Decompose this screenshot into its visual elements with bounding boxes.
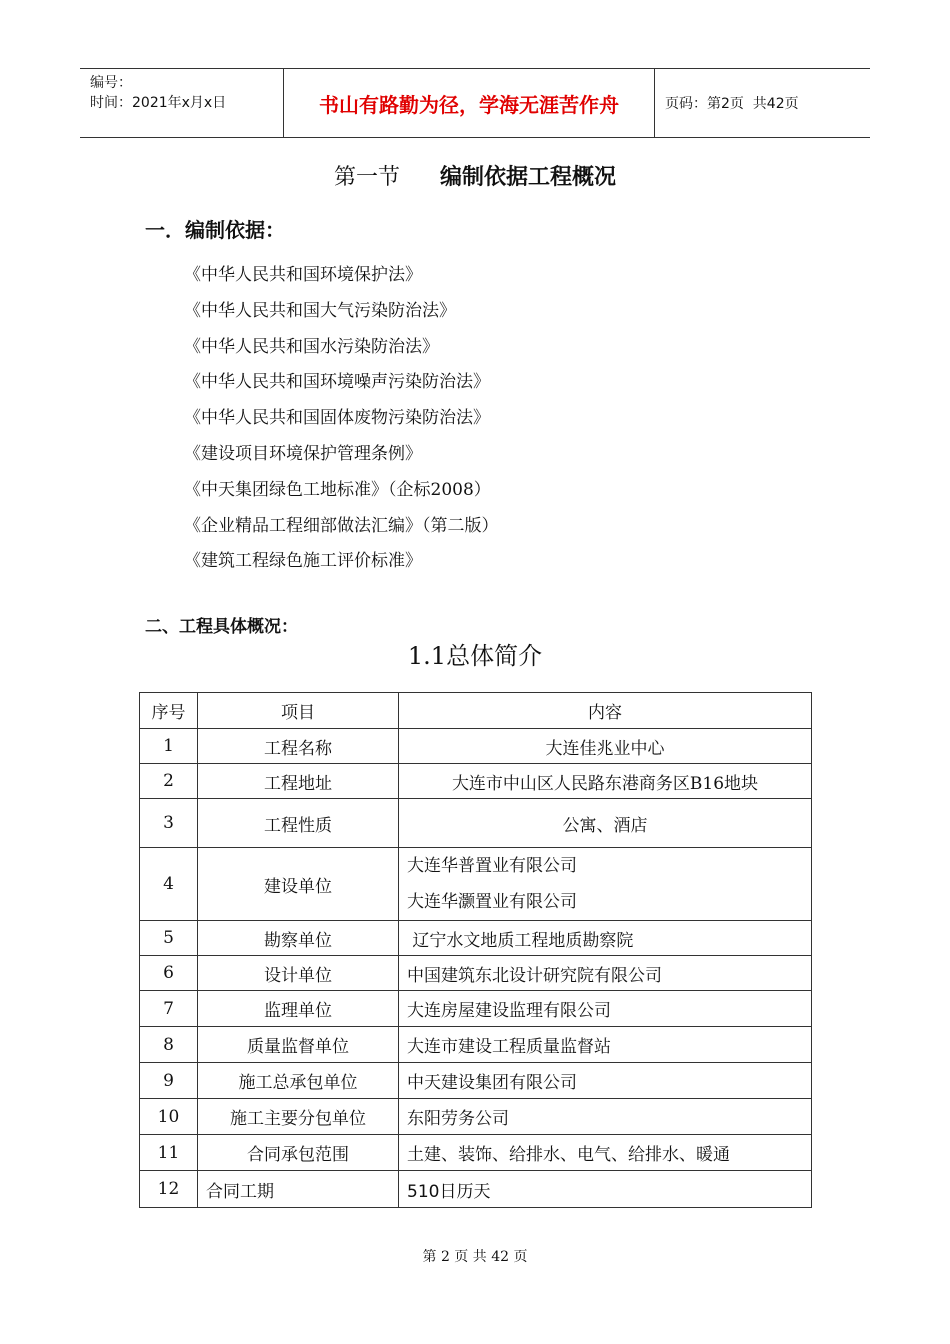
page-header: [80, 68, 870, 138]
row-item: 合同工期: [198, 1171, 399, 1208]
list-item: 《建筑工程绿色施工评价标准》: [184, 551, 422, 572]
row-item: 工程名称: [198, 729, 399, 764]
header-meta: [80, 69, 283, 137]
section-title: [0, 160, 950, 191]
footer-page-number: 第 2 页 共 42 页: [422, 1249, 528, 1265]
row-content-line: 大连华普置业有限公司: [407, 856, 577, 876]
table-row: [140, 729, 812, 764]
row-item: 监理单位: [198, 991, 399, 1027]
list-item: 《企业精品工程细部做法汇编》（第二版）: [184, 515, 499, 536]
table-row: [140, 921, 812, 956]
page-footer: [0, 1246, 950, 1266]
header-page-info: [655, 69, 870, 137]
column-header-item: 项目: [198, 693, 399, 729]
row-content: [399, 848, 812, 921]
table-row: [140, 956, 812, 991]
row-content: 大连佳兆业中心: [399, 729, 812, 764]
column-header-no: 序号: [140, 693, 198, 729]
list-item: 《建设项目环境保护管理条例》: [184, 443, 422, 464]
list-item: 《中华人民共和国环境保护法》: [184, 265, 422, 285]
list-item: 《中华人民共和国大气污染防治法》: [184, 300, 456, 321]
row-content: 东阳劳务公司: [399, 1099, 812, 1135]
table-title: 1.1总体简介: [407, 642, 543, 670]
table-row: [140, 991, 812, 1027]
row-content: 中天建设集团有限公司: [399, 1063, 812, 1099]
row-content: 中国建筑东北设计研究院有限公司: [399, 956, 812, 991]
row-number: 3: [140, 799, 198, 848]
row-item: 设计单位: [198, 956, 399, 991]
list-item: 《中华人民共和国环境噪声污染防治法》: [184, 372, 490, 393]
section-label: 第一节: [333, 165, 400, 190]
header-number-label: 编号：: [90, 75, 132, 91]
row-item: 施工总承包单位: [198, 1063, 399, 1099]
row-content: 大连房屋建设监理有限公司: [399, 991, 812, 1027]
row-content: 大连市建设工程质量监督站: [399, 1027, 812, 1063]
row-number: 7: [140, 991, 198, 1027]
basis-list: [184, 262, 499, 584]
header-motto: 书山有路勤为径，学海无涯苦作舟: [283, 69, 655, 137]
overview-heading: 二、工程具体概况：: [145, 617, 298, 637]
row-number: 9: [140, 1063, 198, 1099]
row-content: 辽宁水文地质工程地质勘察院: [399, 921, 812, 956]
list-item: 《中华人民共和国固体废物污染防治法》: [184, 408, 490, 429]
row-item: 工程性质: [198, 799, 399, 848]
row-number: 11: [140, 1135, 198, 1171]
table-row: [140, 799, 812, 848]
row-number: 2: [140, 764, 198, 799]
row-number: 4: [140, 848, 198, 921]
table-row: [140, 1171, 812, 1208]
row-number: 12: [140, 1171, 198, 1208]
row-item: 合同承包范围: [198, 1135, 399, 1171]
row-item: 勘察单位: [198, 921, 399, 956]
table-row: [140, 1135, 812, 1171]
list-item: 《中华人民共和国水污染防治法》: [184, 336, 439, 357]
table-row: [140, 1063, 812, 1099]
header-time-label: 时间：2021年x月x日: [90, 95, 227, 111]
row-content-line: 大连华灏置业有限公司: [407, 892, 577, 912]
row-content: 土建、装饰、给排水、电气、给排水、暖通: [399, 1135, 812, 1171]
basis-heading: 一．编制依据：: [145, 218, 285, 242]
row-item: 建设单位: [198, 848, 399, 921]
section-heading: 编制依据工程概况: [440, 165, 617, 190]
table-row: [140, 764, 812, 799]
list-item: 《中天集团绿色工地标准》（企标2008）: [184, 479, 491, 500]
row-number: 6: [140, 956, 198, 991]
row-content: 大连市中山区人民路东港商务区B16地块: [399, 764, 812, 799]
column-header-content: 内容: [399, 693, 812, 729]
row-content: 公寓、酒店: [399, 799, 812, 848]
table-header-row: [140, 693, 812, 729]
table-row: [140, 1099, 812, 1135]
row-content: 510日历天: [399, 1171, 812, 1208]
row-number: 8: [140, 1027, 198, 1063]
row-item: 施工主要分包单位: [198, 1099, 399, 1135]
header-page-info-text: 页码：第2页 共42页: [665, 96, 799, 112]
table-row: [140, 848, 812, 921]
row-number: 10: [140, 1099, 198, 1135]
row-item: 质量监督单位: [198, 1027, 399, 1063]
row-number: 5: [140, 921, 198, 956]
row-item: 工程地址: [198, 764, 399, 799]
table-row: [140, 1027, 812, 1063]
row-number: 1: [140, 729, 198, 764]
project-overview-table: [139, 692, 812, 1208]
